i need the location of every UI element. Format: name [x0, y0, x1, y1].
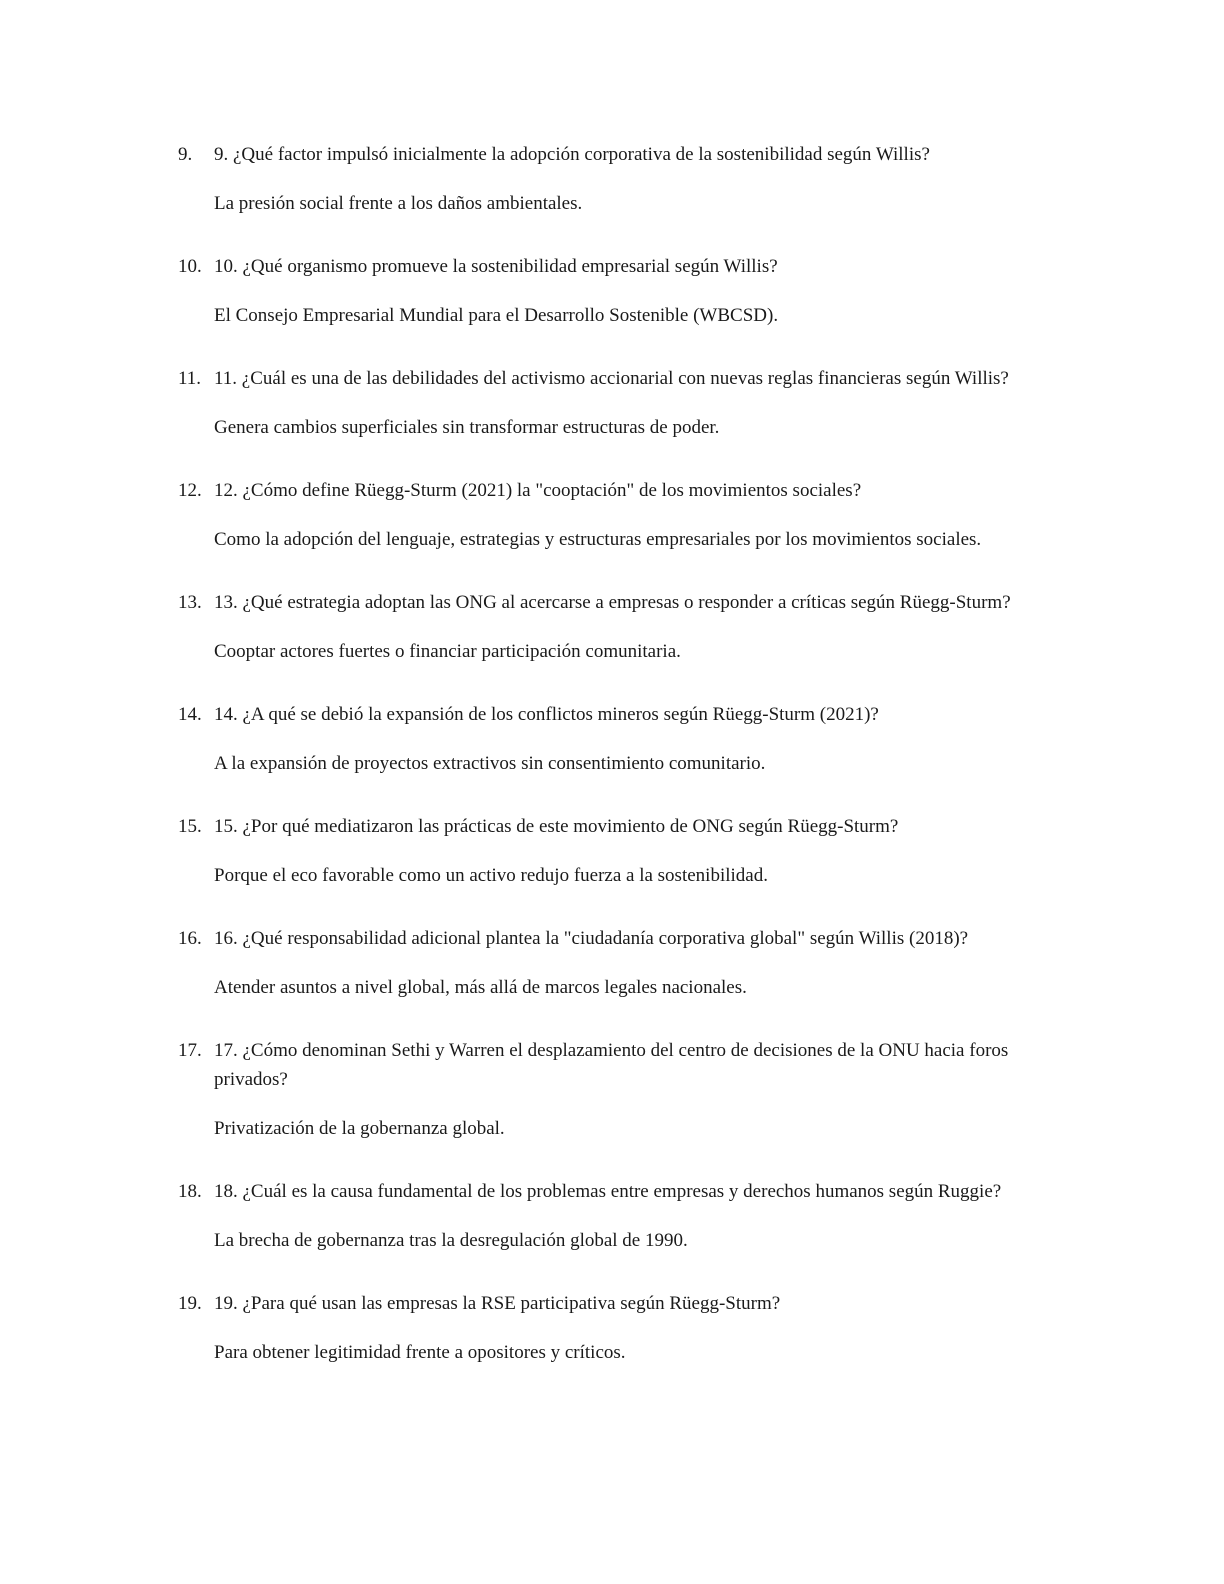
answer-text: La brecha de gobernanza tras la desregulación global de 1990.: [214, 1230, 688, 1251]
question-number: 15.: [178, 816, 202, 837]
question-item: [178, 924, 1038, 1002]
question-item: [178, 364, 1038, 442]
question-text: 12. ¿Cómo define Rüegg-Sturm (2021) la "cooptación" de los movimientos sociales?: [214, 480, 862, 501]
question-text: 16. ¿Qué responsabilidad adicional plantea la "ciudadanía corporativa global" según Willis (2018)?: [214, 928, 969, 949]
question-row: [178, 924, 1038, 953]
answer-text: La presión social frente a los daños ambientales.: [214, 193, 583, 214]
answer-text: Cooptar actores fuertes o financiar participación comunitaria.: [214, 641, 681, 662]
question-number: 10.: [178, 256, 202, 277]
question-item: [178, 588, 1038, 666]
question-text: 10. ¿Qué organismo promueve la sostenibilidad empresarial según Willis?: [214, 256, 778, 277]
question-item: [178, 1036, 1038, 1143]
question-number: 17.: [178, 1040, 202, 1061]
question-item: [178, 700, 1038, 778]
question-row: [178, 588, 1038, 617]
question-number: 12.: [178, 480, 202, 501]
answer-text: Atender asuntos a nivel global, más allá de marcos legales nacionales.: [214, 977, 747, 998]
question-text: 17. ¿Cómo denominan Sethi y Warren el desplazamiento del centro de decisiones de la ONU hacia foros privados?: [214, 1040, 1009, 1090]
question-text: 9. ¿Qué factor impulsó inicialmente la adopción corporativa de la sostenibilidad según Willis?: [214, 144, 930, 165]
question-text: 19. ¿Para qué usan las empresas la RSE participativa según Rüegg-Sturm?: [214, 1293, 781, 1314]
question-row: [178, 364, 1038, 393]
question-row: [178, 1036, 1038, 1094]
question-number: 16.: [178, 928, 202, 949]
question-item: [178, 1177, 1038, 1255]
question-text: 11. ¿Cuál es una de las debilidades del activismo accionarial con nuevas reglas financieras según Willis?: [214, 368, 1009, 389]
question-text: 14. ¿A qué se debió la expansión de los conflictos mineros según Rüegg-Sturm (2021)?: [214, 704, 879, 725]
question-row: [178, 476, 1038, 505]
question-number: 19.: [178, 1293, 202, 1314]
answer-text: Genera cambios superficiales sin transformar estructuras de poder.: [214, 417, 720, 438]
question-item: [178, 812, 1038, 890]
question-row: [178, 1177, 1038, 1206]
answer-text: El Consejo Empresarial Mundial para el Desarrollo Sostenible (WBCSD).: [214, 305, 779, 326]
question-row: [178, 700, 1038, 729]
answer-text: A la expansión de proyectos extractivos sin consentimiento comunitario.: [214, 753, 766, 774]
question-row: [178, 812, 1038, 841]
question-item: [178, 252, 1038, 330]
question-item: [178, 1289, 1038, 1367]
answer-text: Privatización de la gobernanza global.: [214, 1118, 505, 1139]
question-number: 9.: [178, 144, 193, 165]
question-number: 11.: [178, 368, 202, 389]
question-text: 13. ¿Qué estrategia adoptan las ONG al acercarse a empresas o responder a críticas según Rüegg-Sturm?: [214, 592, 1011, 613]
question-row: [178, 140, 1038, 169]
question-item: [178, 476, 1038, 554]
question-row: [178, 252, 1038, 281]
question-number: 13.: [178, 592, 202, 613]
answer-text: Como la adopción del lenguaje, estrategias y estructuras empresariales por los movimientos sociales.: [214, 529, 982, 550]
answer-text: Para obtener legitimidad frente a opositores y críticos.: [214, 1342, 626, 1363]
question-number: 18.: [178, 1181, 202, 1202]
question-text: 18. ¿Cuál es la causa fundamental de los problemas entre empresas y derechos humanos según Ruggie?: [214, 1181, 1002, 1202]
question-row: [178, 1289, 1038, 1318]
question-text: 15. ¿Por qué mediatizaron las prácticas de este movimiento de ONG según Rüegg-Sturm?: [214, 816, 899, 837]
question-item: [178, 140, 1038, 218]
question-number: 14.: [178, 704, 202, 725]
answer-text: Porque el eco favorable como un activo redujo fuerza a la sostenibilidad.: [214, 865, 768, 886]
question-list: [178, 140, 1038, 1401]
